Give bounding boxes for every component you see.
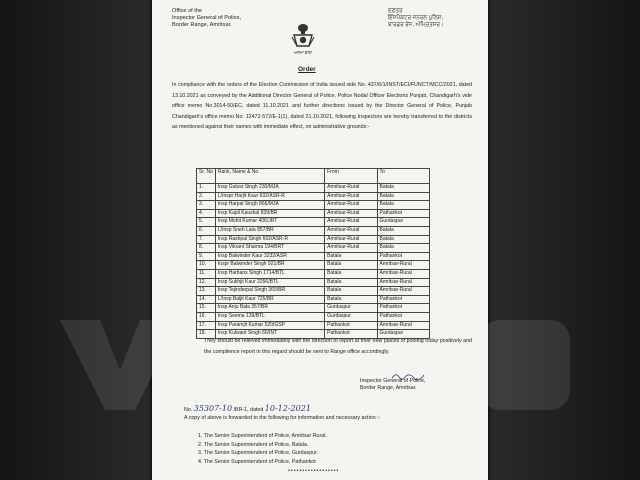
column-header-to: To xyxy=(377,169,429,184)
cell-sr-no: 1. xyxy=(197,184,216,193)
cell-to: Amritsar-Rural xyxy=(377,261,429,270)
order-title: Order xyxy=(298,66,316,73)
office-header-line: ਬਾਰਡਰ ਰੇਂਜ, ਅੰਮ੍ਰਿਤਸਰ। xyxy=(388,22,444,28)
cell-sr-no: 10. xyxy=(197,261,216,270)
emblem-motto: ਅਜ਼ਮਾ ਬਾਥਾ xyxy=(293,50,313,55)
cell-to: Gurdaspur xyxy=(377,218,429,227)
cell-to: Gurdaspur xyxy=(377,330,429,339)
relieve-paragraph: They should be relieved immediately with the direction to report at their new places of posting today positively and the complience report in this regard should be sent to Range office accordingly. xyxy=(204,338,472,355)
cell-rank-name: Insp Balwinder Kaur 3232/ASR xyxy=(215,252,324,261)
cell-sr-no: 8. xyxy=(197,244,216,253)
cell-rank-name: Inspr Balwinder Singh 921/BR xyxy=(215,261,324,270)
cell-to: Pathankot xyxy=(377,304,429,313)
cell-from: Batala xyxy=(325,287,377,296)
cell-rank-name: Insp Kapil Kaushal 839/BR xyxy=(215,209,324,218)
table-row xyxy=(197,218,430,227)
cell-rank-name: Insp Gulzar Singh 230/MJA xyxy=(215,184,324,193)
cell-to: Batala xyxy=(377,201,429,210)
table-body xyxy=(197,184,430,339)
cell-rank-name: Insp Sukhjit Kaur 2256/BTL xyxy=(215,278,324,287)
recipient-item: 3. The Senior Superintendent of Police, Gurdaspur. xyxy=(198,450,319,456)
column-header-sr-no: Sr. No xyxy=(197,169,216,184)
cell-rank-name: Insp Vikrant Sharma 194/BRT xyxy=(215,244,324,253)
cell-rank-name: Insp Rashpal Singh 602/ASR-R xyxy=(215,235,324,244)
document-page xyxy=(152,0,488,480)
cell-rank-name: Insp Harbans Singh 1714/BTL xyxy=(215,269,324,278)
cell-sr-no: 17. xyxy=(197,321,216,330)
office-header-line: Office of the xyxy=(172,8,203,14)
table-row xyxy=(197,261,430,270)
cell-rank-name: Insp Anju Bala 357/BR xyxy=(215,304,324,313)
memo-number: 35307-10 xyxy=(193,404,233,413)
signature-block xyxy=(360,378,425,392)
cell-from: Amritsar-Rural xyxy=(325,226,377,235)
cell-sr-no: 4. xyxy=(197,209,216,218)
cell-to: Amritsar-Rural xyxy=(377,278,429,287)
police-emblem-icon xyxy=(291,22,315,50)
cell-rank-name: Insp Paramjit Kumar 520/GSP xyxy=(215,321,324,330)
memo-mid: /BR-1, dated xyxy=(233,407,264,413)
cell-from: Pathankot xyxy=(325,321,377,330)
table-row xyxy=(197,235,430,244)
copy-forward-paragraph: A copy of above is forwarded to the following for information and necessary action :- xyxy=(184,415,381,421)
table-row xyxy=(197,321,430,330)
cell-to: Amritsar-Rural xyxy=(377,321,429,330)
cell-to: Pathankot xyxy=(377,312,429,321)
memo-number-line xyxy=(184,404,311,413)
cell-from: Amritsar-Rural xyxy=(325,218,377,227)
cell-sr-no: 15. xyxy=(197,304,216,313)
table-row xyxy=(197,278,430,287)
cell-sr-no: 3. xyxy=(197,201,216,210)
cell-from: Gurdaspur xyxy=(325,312,377,321)
cell-to: Batala xyxy=(377,235,429,244)
cell-from: Batala xyxy=(325,295,377,304)
table-row xyxy=(197,269,430,278)
recipient-list xyxy=(198,432,327,466)
office-header-line: ਦਫ਼ਤਰ xyxy=(388,8,403,14)
table-row xyxy=(197,184,430,193)
cell-sr-no: 7. xyxy=(197,235,216,244)
cell-sr-no: 14. xyxy=(197,295,216,304)
cell-to: Batala xyxy=(377,184,429,193)
cell-to: Pathankot xyxy=(377,295,429,304)
table-row xyxy=(197,287,430,296)
cell-sr-no: 12. xyxy=(197,278,216,287)
table-row xyxy=(197,312,430,321)
cell-to: Batala xyxy=(377,244,429,253)
cell-from: Batala xyxy=(325,278,377,287)
recipient-item: 1. The Senior Superintendent of Police, Amritsar Rural. xyxy=(198,433,327,439)
cell-sr-no: 16. xyxy=(197,312,216,321)
cell-to: Batala xyxy=(377,226,429,235)
office-header-line: Border Range, Amritsar. xyxy=(172,22,232,28)
cell-from: Amritsar-Rural xyxy=(325,201,377,210)
table-header-row xyxy=(197,169,430,184)
memo-date: 10-12-2021 xyxy=(264,404,311,413)
transfer-table xyxy=(196,168,430,339)
cell-sr-no: 5. xyxy=(197,218,216,227)
table-row xyxy=(197,226,430,235)
column-header-from: From xyxy=(325,169,377,184)
recipient-item: 4. The Senior Superintendent of Police, Pathankot xyxy=(198,458,316,465)
cell-from: Amritsar-Rural xyxy=(325,184,377,193)
table-row xyxy=(197,252,430,261)
cell-rank-name: Insp Harpal Singh 866/MJA xyxy=(215,201,324,210)
cell-to: Amritsar-Rural xyxy=(377,269,429,278)
order-intro-paragraph: In compliance with the orders of the Election Commission of India issued vide No. 437/6/1/INST/ECI/FUNCT/MCC/2021, dated 13.10.2021 as conveyed by the Additional Director General of Police, Police Nodal Officer Elections Punjab, Chandigarh's vide office memo No.3014-50/EC, dated 11.10.2021 and further directions issued by the Director General of Police, Punjab Chandigarh's office memo No. 12472-572/E-1(1), dated 21.10.2021, following Inspectors are hereby transferred to the districts as mentioned against their names with immediate effect, on administrative grounds:- xyxy=(172,82,472,130)
cell-from: Batala xyxy=(325,269,377,278)
cell-to: Batala xyxy=(377,192,429,201)
cell-sr-no: 6. xyxy=(197,226,216,235)
end-of-document-marks: •••••••••••••••••• xyxy=(288,468,340,474)
cell-rank-name: Insp Kulwant Singh 66/INT xyxy=(215,330,324,339)
column-header-rank-name: Rank, Name & No. xyxy=(215,169,324,184)
cell-from: Batala xyxy=(325,252,377,261)
table-row xyxy=(197,244,430,253)
signature-line: Inspector General of Police, xyxy=(360,378,426,384)
cell-from: Pathankot xyxy=(325,330,377,339)
background-left xyxy=(0,0,150,480)
cell-rank-name: Insp Seema 139/BTL xyxy=(215,312,324,321)
cell-rank-name: L/Inspr Harjit Kaur 632/ASR-R xyxy=(215,192,324,201)
cell-sr-no: 13. xyxy=(197,287,216,296)
cell-to: Pathankot xyxy=(377,252,429,261)
office-header-punjabi xyxy=(388,8,444,29)
cell-sr-no: 9. xyxy=(197,252,216,261)
table-row xyxy=(197,209,430,218)
office-header-english xyxy=(172,8,241,29)
memo-prefix: No. xyxy=(184,407,193,413)
office-header-line: Inspector General of Police, xyxy=(172,15,242,21)
cell-from: Amritsar-Rural xyxy=(325,209,377,218)
table-row xyxy=(197,295,430,304)
cell-rank-name: L/Insp Baljit Kaur 725/BR xyxy=(215,295,324,304)
cell-to: Pathankot xyxy=(377,209,429,218)
table-row xyxy=(197,304,430,313)
background-right xyxy=(490,0,640,480)
table-row xyxy=(197,192,430,201)
cell-rank-name: Insp Mohit Kumar 406/JRT xyxy=(215,218,324,227)
table-row xyxy=(197,201,430,210)
recipient-item: 2. The Senior Superintendent of Police, Batala. xyxy=(198,441,309,448)
cell-from: Amritsar-Rural xyxy=(325,244,377,253)
office-header-line: ਇੰਸਪੈਕਟਰ ਜਨਰਲ ਪੁਲਿਸ, xyxy=(388,15,444,21)
signature-line: Border Range, Amritsar. xyxy=(360,385,417,391)
cell-rank-name: L/Insp Sneh Lata 857/BR xyxy=(215,226,324,235)
cell-rank-name: Insp Tejinderpal Singh 365/BR xyxy=(215,287,324,296)
cell-from: Amritsar-Rural xyxy=(325,235,377,244)
cell-sr-no: 18. xyxy=(197,330,216,339)
cell-to: Amritsar-Rural xyxy=(377,287,429,296)
cell-sr-no: 2. xyxy=(197,192,216,201)
cell-from: Amritsar-Rural xyxy=(325,192,377,201)
cell-from: Batala xyxy=(325,261,377,270)
cell-from: Gurdaspur xyxy=(325,304,377,313)
cell-sr-no: 11. xyxy=(197,269,216,278)
